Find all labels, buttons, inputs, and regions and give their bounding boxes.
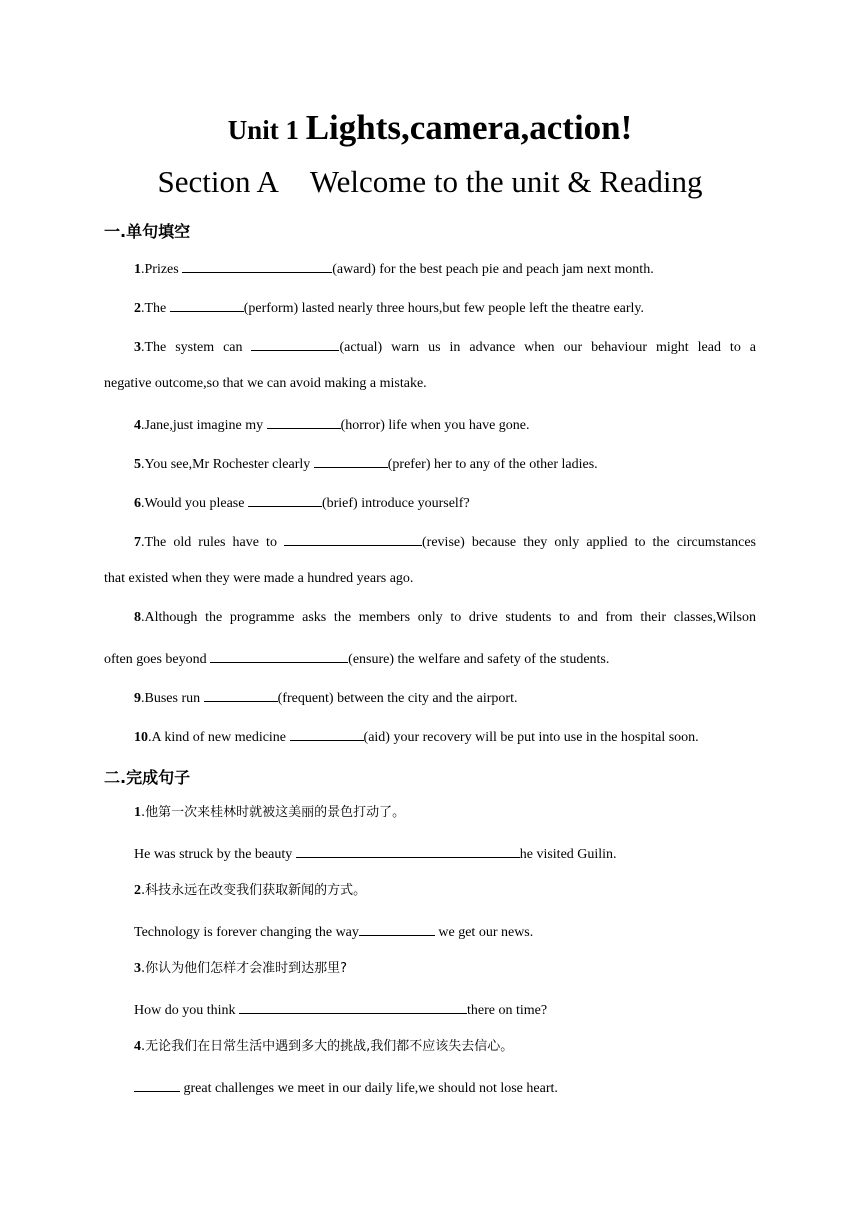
question-2: 2.The (perform) lasted nearly three hours,but few people left the theatre early. (134, 297, 756, 318)
answer-blank[interactable] (284, 531, 422, 546)
answer-blank[interactable] (296, 843, 520, 858)
answer-blank[interactable] (134, 1077, 180, 1092)
unit-number: Unit 1 (227, 115, 306, 145)
answer-blank[interactable] (248, 492, 322, 507)
question-7: 7.The old rules have to (revise) because they only applied to the circumstances (134, 531, 756, 552)
question-6: 6.Would you please (brief) introduce yourself? (134, 492, 756, 513)
sentence-2-chinese: 2.科技永远在改变我们获取新闻的方式。 (134, 883, 367, 898)
section-subtitle: Section A Welcome to the unit & Reading (157, 164, 703, 199)
sentence-1-english: He was struck by the beauty he visited Guilin. (134, 843, 756, 864)
question-number: 7 (134, 535, 141, 550)
question-3-continued: negative outcome,so that we can avoid making a mistake. (104, 376, 427, 391)
question-8: 8.Although the programme asks the members only to drive students to and from their classes,Wilson (134, 610, 756, 625)
question-3: 3.The system can (actual) warn us in advance when our behaviour might lead to a (134, 336, 756, 357)
answer-blank[interactable] (170, 297, 244, 312)
question-number: 1 (134, 805, 141, 820)
answer-blank[interactable] (204, 687, 278, 702)
unit-name: Lights,camera,action! (305, 108, 633, 147)
question-number: 1 (134, 262, 141, 277)
question-4: 4.Jane,just imagine my (horror) life when you have gone. (134, 414, 756, 435)
question-5: 5.You see,Mr Rochester clearly (prefer) her to any of the other ladies. (134, 453, 756, 474)
question-number: 3 (134, 961, 141, 976)
sentence-4-chinese: 4.无论我们在日常生活中遇到多大的挑战,我们都不应该失去信心。 (134, 1039, 514, 1054)
answer-blank[interactable] (210, 648, 348, 663)
question-10: 10.A kind of new medicine (aid) your recovery will be put into use in the hospital soon. (134, 726, 756, 747)
question-number: 9 (134, 691, 141, 706)
section-heading-fill-blanks: 一.单句填空 (104, 222, 191, 241)
question-7-continued: that existed when they were made a hundred years ago. (104, 571, 414, 586)
sentence-3-chinese: 3.你认为他们怎样才会准时到达那里? (134, 961, 348, 976)
question-number: 5 (134, 457, 141, 472)
section-heading-complete-sentences: 二.完成句子 (104, 768, 191, 787)
question-1: 1.Prizes (award) for the best peach pie and peach jam next month. (134, 258, 756, 279)
sentence-4-english: great challenges we meet in our daily life,we should not lose heart. (134, 1077, 756, 1098)
sentence-3-english: How do you think there on time? (134, 999, 756, 1020)
answer-blank[interactable] (359, 921, 435, 936)
question-8-continued: often goes beyond (ensure) the welfare and safety of the students. (104, 648, 756, 669)
question-number: 10 (134, 730, 148, 745)
question-number: 4 (134, 1039, 141, 1054)
question-9: 9.Buses run (frequent) between the city and the airport. (134, 687, 756, 708)
answer-blank[interactable] (182, 258, 332, 273)
sentence-1-chinese: 1.他第一次来桂林时就被这美丽的景色打动了。 (134, 805, 406, 820)
question-number: 8 (134, 610, 141, 625)
answer-blank[interactable] (251, 336, 339, 351)
sentence-2-english: Technology is forever changing the way we get our news. (134, 921, 756, 942)
question-number: 2 (134, 301, 141, 316)
answer-blank[interactable] (290, 726, 364, 741)
answer-blank[interactable] (239, 999, 467, 1014)
unit-title (0, 108, 860, 148)
answer-blank[interactable] (314, 453, 388, 468)
question-number: 2 (134, 883, 141, 898)
answer-blank[interactable] (267, 414, 341, 429)
question-number: 6 (134, 496, 141, 511)
question-number: 4 (134, 418, 141, 433)
question-number: 3 (134, 340, 141, 355)
